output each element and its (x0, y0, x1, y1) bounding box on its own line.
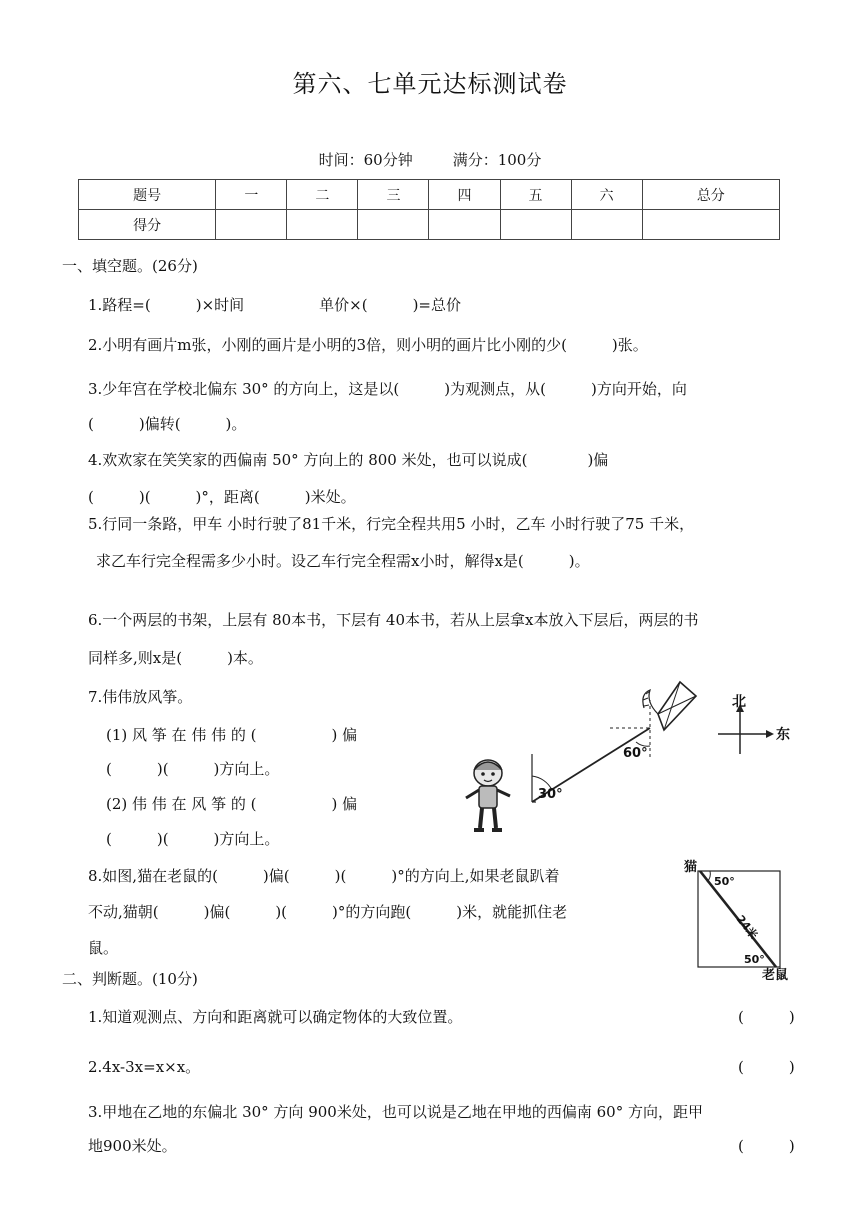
full-score: 满分：100分 (452, 151, 542, 169)
question-4-line1: 4.欢欢家在笑笑家的西偏南 50° 方向上的 800 米处，也可以说成( )偏 (88, 451, 609, 469)
page-title: 第六、七单元达标测试卷 (292, 70, 568, 98)
score-input-cell[interactable] (216, 210, 287, 240)
judge-question-3-line1: 3.甲地在乙地的东偏北 30° 方向 900米处，也可以说是乙地在甲地的西偏南 60° 方向，距甲 (88, 1103, 703, 1121)
question-3-line1: 3.少年宫在学校北偏东 30° 的方向上，这是以( )为观测点，从( )方向开始，向 (88, 380, 687, 398)
question-6-line2: 同样多,则x是( )本。 (88, 649, 263, 667)
judge-question-3-line2: 地900米处。 (88, 1137, 177, 1155)
score-header-cell: 总分 (642, 180, 779, 210)
score-input-cell[interactable] (287, 210, 358, 240)
time-limit: 时间：60分钟 (318, 151, 413, 169)
cat-label: 猫 (684, 860, 698, 875)
question-8-line2: 不动,猫朝( )偏( )( )°的方向跑( )米，就能抓住老 (88, 903, 568, 921)
score-header-cell: 二 (287, 180, 358, 210)
score-row-label: 得分 (79, 210, 216, 240)
score-table (78, 179, 780, 240)
angle-top-label: 50° (714, 875, 735, 888)
question-7-2-line1: (2) 伟 伟 在 风 筝 的 ( ) 偏 (106, 795, 358, 813)
judge-answer-1[interactable]: ( ) (738, 1008, 795, 1026)
kite-figure (440, 680, 800, 850)
score-header-cell: 四 (429, 180, 500, 210)
judge-answer-2[interactable]: ( ) (738, 1058, 795, 1076)
score-header-cell: 五 (500, 180, 571, 210)
score-header-cell: 六 (571, 180, 642, 210)
cat-mouse-figure (680, 855, 804, 989)
question-5-line1: 5.行同一条路，甲车 小时行驶了81千米，行完全程共用5 小时，乙车 小时行驶了75 千米， (88, 515, 695, 533)
kite-illustration (643, 682, 696, 730)
section1-heading: 一、填空题。(26分) (62, 257, 198, 275)
north-label: 北 (732, 694, 746, 710)
exam-info (0, 149, 860, 170)
question-5-line2: 求乙车行完全程需多少小时。设乙车行完全程需x小时，解得x是( )。 (96, 552, 590, 570)
question-8-line1: 8.如图,猫在老鼠的( )偏( )( )°的方向上,如果老鼠趴着 (88, 867, 560, 885)
kite-angle-label: 60° (623, 746, 648, 761)
question-3-line2: ( )偏转( )。 (88, 415, 247, 433)
score-table-header-row (79, 180, 780, 210)
score-input-cell[interactable] (642, 210, 779, 240)
distance-label: 24米 (733, 912, 761, 942)
judge-question-1: 1.知道观测点、方向和距离就可以确定物体的大致位置。 (88, 1008, 463, 1026)
score-table-score-row (79, 210, 780, 240)
boy-angle-label: 30° (538, 787, 563, 802)
question-2: 2.小明有画片m张，小刚的画片是小明的3倍，则小明的画片比小刚的少( )张。 (88, 336, 648, 354)
score-input-cell[interactable] (571, 210, 642, 240)
score-header-cell: 题号 (79, 180, 216, 210)
question-7: 7.伟伟放风筝。 (88, 688, 193, 706)
question-1: 1.路程=( )×时间 单价×( )=总价 (88, 296, 461, 314)
boy-illustration (466, 760, 510, 830)
question-6-line1: 6.一个两层的书架，上层有 80本书，下层有 40本书，若从上层拿x本放入下层后，两层的书 (88, 611, 699, 629)
judge-question-2: 2.4x-3x=x×x。 (88, 1058, 201, 1076)
score-input-cell[interactable] (500, 210, 571, 240)
mouse-label: 老鼠 (762, 968, 789, 983)
question-4-line2: ( )( )°，距离( )米处。 (88, 488, 356, 506)
section2-heading: 二、判断题。(10分) (62, 970, 198, 988)
score-input-cell[interactable] (429, 210, 500, 240)
question-7-1-line1: (1) 风 筝 在 伟 伟 的 ( ) 偏 (106, 726, 358, 744)
question-8-line3: 鼠。 (88, 939, 119, 957)
east-label: 东 (776, 727, 790, 743)
score-header-cell: 三 (358, 180, 429, 210)
question-7-2-line2: ( )( )方向上。 (106, 830, 280, 848)
score-input-cell[interactable] (358, 210, 429, 240)
question-7-1-line2: ( )( )方向上。 (106, 760, 280, 778)
compass-icon (718, 704, 774, 754)
score-header-cell: 一 (216, 180, 287, 210)
judge-answer-3[interactable]: ( ) (738, 1137, 795, 1155)
angle-bottom-label: 50° (744, 953, 765, 966)
